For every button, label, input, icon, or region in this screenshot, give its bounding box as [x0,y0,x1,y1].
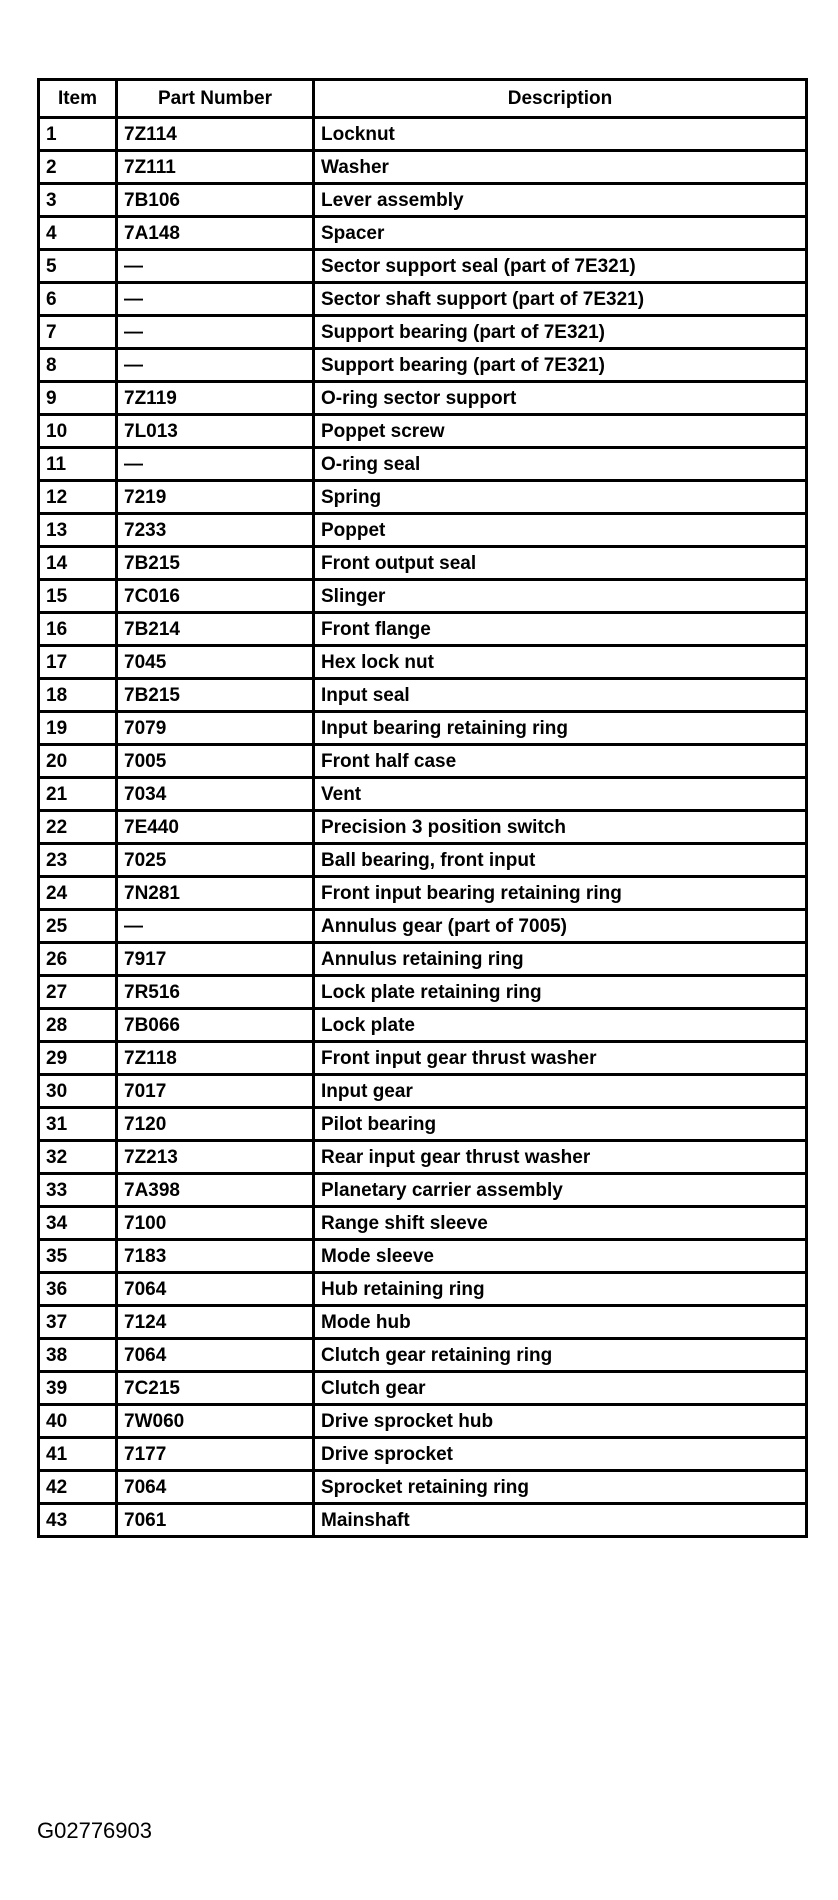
table-row [39,514,807,547]
part-number-cell: 7B106 [117,184,314,217]
item-number-cell: 13 [39,514,117,547]
description-cell: Front input bearing retaining ring [314,877,807,910]
item-number-cell: 33 [39,1174,117,1207]
item-number-cell: 40 [39,1405,117,1438]
table-row [39,316,807,349]
table-row [39,1009,807,1042]
part-number-cell: 7E440 [117,811,314,844]
part-number-cell: 7C215 [117,1372,314,1405]
description-cell: Drive sprocket hub [314,1405,807,1438]
description-cell: Ball bearing, front input [314,844,807,877]
description-cell: Hub retaining ring [314,1273,807,1306]
description-cell: Slinger [314,580,807,613]
table-row [39,943,807,976]
item-number-cell: 27 [39,976,117,1009]
table-row [39,778,807,811]
item-number-cell: 25 [39,910,117,943]
table-row [39,1042,807,1075]
description-cell: Sector shaft support (part of 7E321) [314,283,807,316]
item-number-cell: 14 [39,547,117,580]
part-number-cell: 7034 [117,778,314,811]
item-number-cell: 5 [39,250,117,283]
table-row [39,415,807,448]
part-number-cell: 7A398 [117,1174,314,1207]
description-cell: Input seal [314,679,807,712]
table-row [39,1240,807,1273]
part-number-cell: 7124 [117,1306,314,1339]
table-row [39,745,807,778]
description-cell: Support bearing (part of 7E321) [314,349,807,382]
table-row [39,151,807,184]
description-cell: Annulus gear (part of 7005) [314,910,807,943]
table-row [39,1405,807,1438]
table-row [39,1075,807,1108]
item-number-cell: 30 [39,1075,117,1108]
description-cell: Annulus retaining ring [314,943,807,976]
description-cell: Sector support seal (part of 7E321) [314,250,807,283]
part-number-cell: — [117,316,314,349]
description-cell: Front half case [314,745,807,778]
description-cell: Lock plate retaining ring [314,976,807,1009]
description-cell: Input bearing retaining ring [314,712,807,745]
part-number-cell: 7N281 [117,877,314,910]
part-number-cell: 7L013 [117,415,314,448]
item-number-cell: 38 [39,1339,117,1372]
description-cell: Front input gear thrust washer [314,1042,807,1075]
item-number-cell: 28 [39,1009,117,1042]
description-cell: Drive sprocket [314,1438,807,1471]
item-number-cell: 11 [39,448,117,481]
item-number-cell: 31 [39,1108,117,1141]
part-number-cell: 7Z118 [117,1042,314,1075]
table-row [39,910,807,943]
part-number-cell: 7233 [117,514,314,547]
item-number-cell: 22 [39,811,117,844]
description-cell: Locknut [314,118,807,151]
table-row [39,976,807,1009]
table-row [39,877,807,910]
part-number-cell: 7Z114 [117,118,314,151]
header-item: Item [39,80,117,118]
item-number-cell: 3 [39,184,117,217]
item-number-cell: 41 [39,1438,117,1471]
part-number-cell: 7B066 [117,1009,314,1042]
part-number-cell: 7064 [117,1471,314,1504]
part-number-cell: — [117,283,314,316]
header-part-number: Part Number [117,80,314,118]
part-number-cell: 7219 [117,481,314,514]
table-row [39,811,807,844]
item-number-cell: 39 [39,1372,117,1405]
item-number-cell: 32 [39,1141,117,1174]
item-number-cell: 21 [39,778,117,811]
description-cell: Sprocket retaining ring [314,1471,807,1504]
part-number-cell: 7B215 [117,547,314,580]
item-number-cell: 19 [39,712,117,745]
table-row [39,382,807,415]
item-number-cell: 1 [39,118,117,151]
description-cell: Front output seal [314,547,807,580]
item-number-cell: 2 [39,151,117,184]
item-number-cell: 16 [39,613,117,646]
item-number-cell: 43 [39,1504,117,1537]
header-row [39,80,807,118]
part-number-cell: 7917 [117,943,314,976]
part-number-cell: 7100 [117,1207,314,1240]
part-number-cell: 7017 [117,1075,314,1108]
header-description: Description [314,80,807,118]
table-row [39,1108,807,1141]
parts-table [37,78,808,1538]
description-cell: Spring [314,481,807,514]
part-number-cell: 7177 [117,1438,314,1471]
description-cell: Vent [314,778,807,811]
item-number-cell: 4 [39,217,117,250]
table-row [39,1207,807,1240]
description-cell: Mainshaft [314,1504,807,1537]
table-row [39,217,807,250]
part-number-cell: 7079 [117,712,314,745]
part-number-cell: — [117,250,314,283]
description-cell: Clutch gear retaining ring [314,1339,807,1372]
description-cell: Input gear [314,1075,807,1108]
table-row [39,184,807,217]
part-number-cell: 7R516 [117,976,314,1009]
part-number-cell: 7B214 [117,613,314,646]
table-row [39,1174,807,1207]
item-number-cell: 6 [39,283,117,316]
description-cell: Mode sleeve [314,1240,807,1273]
part-number-cell: 7064 [117,1273,314,1306]
table-row [39,1471,807,1504]
description-cell: O-ring sector support [314,382,807,415]
part-number-cell: — [117,448,314,481]
item-number-cell: 24 [39,877,117,910]
item-number-cell: 10 [39,415,117,448]
table-row [39,118,807,151]
description-cell: O-ring seal [314,448,807,481]
part-number-cell: 7Z119 [117,382,314,415]
part-number-cell: 7061 [117,1504,314,1537]
item-number-cell: 15 [39,580,117,613]
description-cell: Washer [314,151,807,184]
table-row [39,547,807,580]
table-body [39,118,807,1537]
part-number-cell: 7183 [117,1240,314,1273]
table-row [39,1372,807,1405]
part-number-cell: — [117,910,314,943]
item-number-cell: 23 [39,844,117,877]
table-row [39,250,807,283]
part-number-cell: 7005 [117,745,314,778]
description-cell: Precision 3 position switch [314,811,807,844]
part-number-cell: 7064 [117,1339,314,1372]
part-number-cell: 7A148 [117,217,314,250]
item-number-cell: 42 [39,1471,117,1504]
part-number-cell: 7C016 [117,580,314,613]
description-cell: Front flange [314,613,807,646]
part-number-cell: — [117,349,314,382]
part-number-cell: 7045 [117,646,314,679]
item-number-cell: 12 [39,481,117,514]
table-row [39,448,807,481]
part-number-cell: 7025 [117,844,314,877]
table-row [39,712,807,745]
part-number-cell: 7W060 [117,1405,314,1438]
part-number-cell: 7Z213 [117,1141,314,1174]
table-row [39,283,807,316]
description-cell: Poppet [314,514,807,547]
table-row [39,613,807,646]
description-cell: Spacer [314,217,807,250]
table-header [39,80,807,118]
table-row [39,1141,807,1174]
description-cell: Range shift sleeve [314,1207,807,1240]
description-cell: Lock plate [314,1009,807,1042]
table-row [39,1273,807,1306]
item-number-cell: 8 [39,349,117,382]
item-number-cell: 37 [39,1306,117,1339]
description-cell: Clutch gear [314,1372,807,1405]
description-cell: Pilot bearing [314,1108,807,1141]
table-row [39,844,807,877]
table-row [39,1504,807,1537]
table-row [39,1306,807,1339]
item-number-cell: 26 [39,943,117,976]
item-number-cell: 17 [39,646,117,679]
figure-id: G02776903 [37,1818,152,1843]
description-cell: Planetary carrier assembly [314,1174,807,1207]
description-cell: Hex lock nut [314,646,807,679]
description-cell: Lever assembly [314,184,807,217]
item-number-cell: 29 [39,1042,117,1075]
description-cell: Support bearing (part of 7E321) [314,316,807,349]
item-number-cell: 18 [39,679,117,712]
item-number-cell: 9 [39,382,117,415]
item-number-cell: 34 [39,1207,117,1240]
description-cell: Poppet screw [314,415,807,448]
item-number-cell: 7 [39,316,117,349]
table-row [39,349,807,382]
item-number-cell: 20 [39,745,117,778]
table-row [39,481,807,514]
table-row [39,580,807,613]
table-row [39,646,807,679]
description-cell: Rear input gear thrust washer [314,1141,807,1174]
part-number-cell: 7Z111 [117,151,314,184]
table-row [39,1438,807,1471]
table-row [39,679,807,712]
description-cell: Mode hub [314,1306,807,1339]
item-number-cell: 35 [39,1240,117,1273]
item-number-cell: 36 [39,1273,117,1306]
table-row [39,1339,807,1372]
part-number-cell: 7120 [117,1108,314,1141]
part-number-cell: 7B215 [117,679,314,712]
